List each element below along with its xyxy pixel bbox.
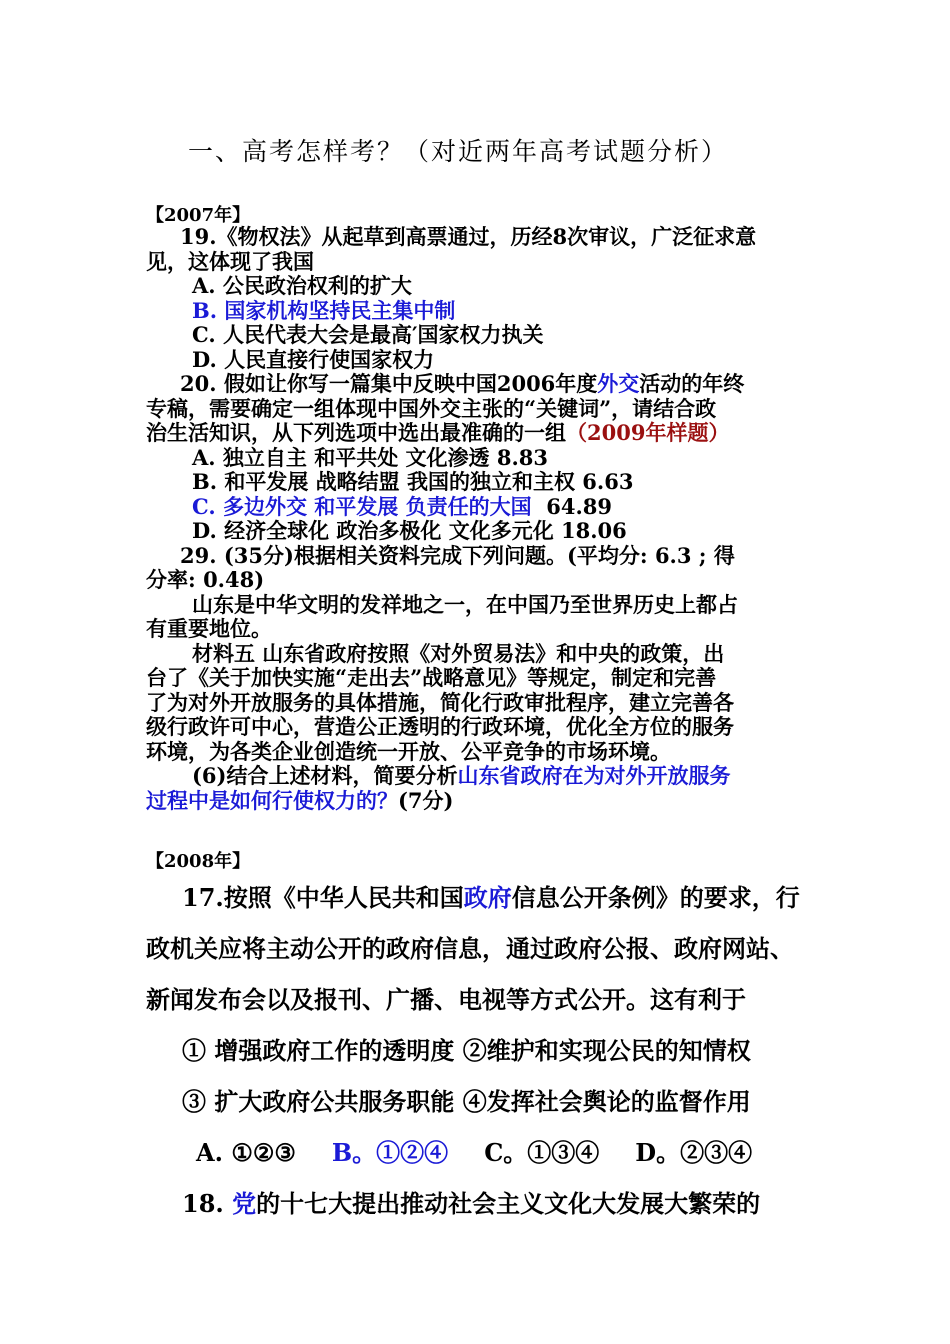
q18-highlight-dang: 党 [232,1189,257,1218]
q17-statements-1: ① 增强政府工作的透明度 ②维护和实现公民的知情权 [182,1036,751,1065]
year-2007-heading: 【2007年】 [146,205,251,226]
q20-option-c [146,495,810,520]
q19-option-d: D. 人民直接行使国家权力 [192,346,435,372]
q20-line1 [146,372,810,397]
q20-option-d: D. 经济全球化 政治多极化 文化多元化 18.06 [192,518,627,543]
q29-line1: 29. (35分)根据相关资料完成下列问题。(平均分: 6.3 ; 得 [180,542,735,568]
q17-option-c: C。①③④ [484,1138,600,1167]
q17-option-d: D。②③④ [635,1138,753,1167]
q20-option-c-score: 64.89 [546,493,612,519]
q17-line3: 新闻发布会以及报刊、广播、电视等方式公开。这有利于 [146,985,746,1014]
q19-option-b: B. 国家机构坚持民主集中制 [192,297,456,323]
q29-para2-line5: 环境，为各类企业创造统一开放、公平竞争的市场环境。 [146,738,671,764]
year-2008-heading: 【2008年】 [146,851,251,872]
q20-sample-note: （2009年样题） [566,420,730,445]
q29-para2-line2: 台了《关于加快实施“走出去”战略意见》等规定，制定和完善 [146,665,717,690]
q17-statements-2: ③ 扩大政府公共服务职能 ④发挥社会舆论的监督作用 [182,1087,751,1116]
q29-para1-line2: 有重要地位。 [146,616,272,641]
q29-para2-line4: 级行政许可中心，营造公正透明的行政环境，优化全方位的服务 [146,714,734,739]
q18-text: 的十七大提出推动社会主义文化大发展大繁荣的 [256,1189,761,1218]
q19-line2: 见，这体现了我国 [146,248,314,274]
q29-subquestion-line1 [146,764,810,789]
q20-line1-text: 20. 假如让你写一篇集中反映中国2006年度 [180,371,598,396]
q29-para2-line1: 材料五 山东省政府按照《对外贸易法》和中央的政策，出 [192,640,725,666]
q17-highlight-zhengfu: 政府 [463,883,512,912]
q17-line2: 政机关应将主动公开的政府信息，通过政府公报、政府网站、 [146,934,794,963]
q20-highlight-waijiao: 外交 [597,371,640,396]
q17-line1-tail: 信息公开条例》的要求，行 [511,883,800,912]
q29-para1-line1: 山东是中华文明的发祥地之一，在中国乃至世界历史上都占 [192,591,738,617]
section-2007 [146,225,810,813]
q29-subquestion-line2 [146,789,810,814]
q19-line1: 19.《物权法》从起草到高票通过，历经8次审议，广泛征求意 [180,224,757,249]
q29-sub-points: (7分) [398,787,454,813]
q17-option-a: A. ①②③ [196,1138,296,1167]
q29-sub-highlight-2: 过程中是如何行使权力的？ [146,787,398,813]
q29-line2: 分率: 0.48) [146,567,265,592]
q20-option-b: B. 和平发展 战略结盟 我国的独立和主权 6.63 [192,469,634,494]
q17-options [146,1127,810,1178]
q19-option-c: C. 人民代表大会是最高′国家权力执关 [192,322,544,347]
q18-line1 [146,1178,810,1229]
section-2008 [146,872,810,1229]
q17-line1 [146,872,810,923]
q17-option-b: B。①②④ [331,1138,449,1167]
q29-sub-highlight-1: 山东省政府在为对外开放服务 [457,763,731,788]
page-title: 一、高考怎样考？（对近两年高考试题分析） [188,137,729,166]
q20-line3 [146,421,810,446]
q20-line3-text: 治生活知识，从下列选项中选出最准确的一组 [146,420,566,445]
q29-sub-text: (6)结合上述材料，简要分析 [192,763,458,788]
q18-number: 18. [182,1189,233,1218]
q20-option-c-text: C. 多边外交 和平发展 负责任的大国 [192,493,532,519]
q20-option-a: A. 独立自主 和平共处 文化渗透 8.83 [192,444,548,470]
q19-option-a: A. 公民政治权利的扩大 [192,273,412,298]
q17-line1-text: 17.按照《中华人民共和国 [182,883,464,912]
q20-line2: 专稿，需要确定一组体现中国外交主张的“关键词”，请结合政 [146,395,717,421]
q29-para2-line3: 了为对外开放服务的具体措施，简化行政审批程序，建立完善各 [146,689,734,715]
q20-line1-tail: 活动的年终 [639,371,745,396]
